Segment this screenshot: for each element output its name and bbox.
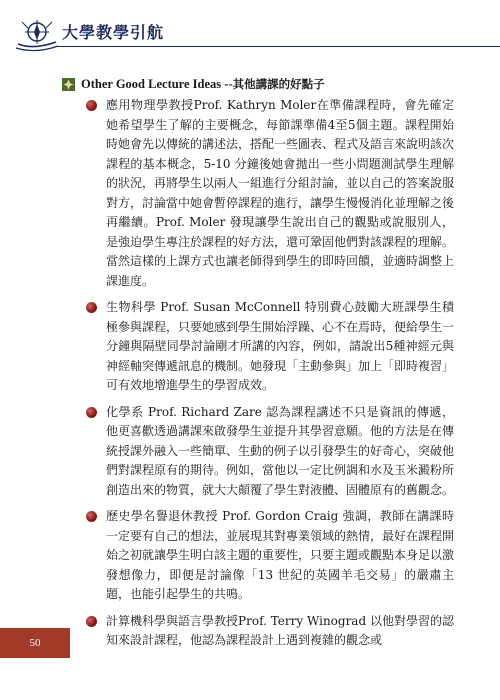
red-bullet-icon <box>86 407 97 418</box>
list-item <box>86 298 454 396</box>
section-heading-en: Other Good Lecture Ideas -- <box>81 76 233 91</box>
page-number-tab <box>0 628 70 658</box>
item-text: 化學系 Prof. Richard Zare 認為課程講述不只是資訊的傳遞，他更喜歡透過講課來啟發學生並提升其學習意願。他的方法是在傳統授課外融入一些簡單、生動的例子以引發學生的好奇心，突破他們對課程原有的期待。例如，當他以一定比例調和水及玉米澱粉所創造出來的物質，就大大顛覆了學生對液體、固體原有的舊觀念。 <box>106 404 455 497</box>
page-header <box>0 0 500 60</box>
item-text: 計算機科學與語言學教授Prof. Terry Winograd 以他對學習的認知來設計課程，他認為課程設計上遇到複雜的觀念或 <box>106 613 454 647</box>
header-divider <box>58 46 500 47</box>
item-text: 生物科學 Prof. Susan McConnell 特別費心鼓勵大班課學生積極參與課程，只要她感到學生開始浮躁、心不在焉時，便給學生一分鐘與隔壁同學討論剛才所講的內容，例如，請說出5種神經元與神經軸突傳遞訊息的機制。她發現「主動參與」加上「即時複習」可有效地增進學生的學習成效。 <box>106 300 455 392</box>
list-item <box>86 612 454 651</box>
red-bullet-icon <box>86 302 97 313</box>
red-bullet-icon <box>86 511 97 522</box>
page-number: 50 <box>29 637 41 649</box>
lecture-ideas-list <box>86 96 454 658</box>
item-text: 歷史學名譽退休教授 Prof. Gordon Craig 強調，教師在講課時一定要有自己的想法，並展現其對專業領域的熱情，最好在課程開始之初就讓學生明白該主題的重要性，只要主題或觀點本身足以激發想像力，即便是討論像「13 世紀的英國羊毛交易」的嚴肅主題，也能引起學生的共鳴。 <box>106 509 455 601</box>
red-bullet-icon <box>86 100 97 111</box>
compass-ship-logo-icon <box>14 14 60 54</box>
section-heading-zh: 其他講課的好點子 <box>232 77 325 91</box>
item-text: 應用物理學教授Prof. Kathryn Moler在準備課程時，會先確定她希望學生了解的主要概念，每節課準備4至5個主題。課程開始時她會先以傳統的講述法，搭配一些圖表、程式及語言來說明該次課程的基本概念，5-10 分鐘後她會拋出一些小問題測試學生理解的狀況，再將學生以兩人一組進行分組討論，並以自己的答案說服對方，討論當中她會暫停課程的進行，讓學生慢慢消化並理解之後再繼續。Prof. Moler 發現讓學生說出自己的觀點或說服別人，是強迫學生專注於課程的好方法，還可鞏固他們對該課程的理解。當然這樣的上課方式也讓老師得到學生的即時回饋，並適時調整上課進度。 <box>106 98 455 288</box>
red-bullet-icon <box>86 616 97 627</box>
section-heading <box>62 76 325 92</box>
list-item <box>86 403 454 501</box>
list-item <box>86 96 454 291</box>
flower-square-icon <box>62 78 75 91</box>
header-title: 大學教學引航 <box>62 23 165 42</box>
list-item <box>86 507 454 605</box>
